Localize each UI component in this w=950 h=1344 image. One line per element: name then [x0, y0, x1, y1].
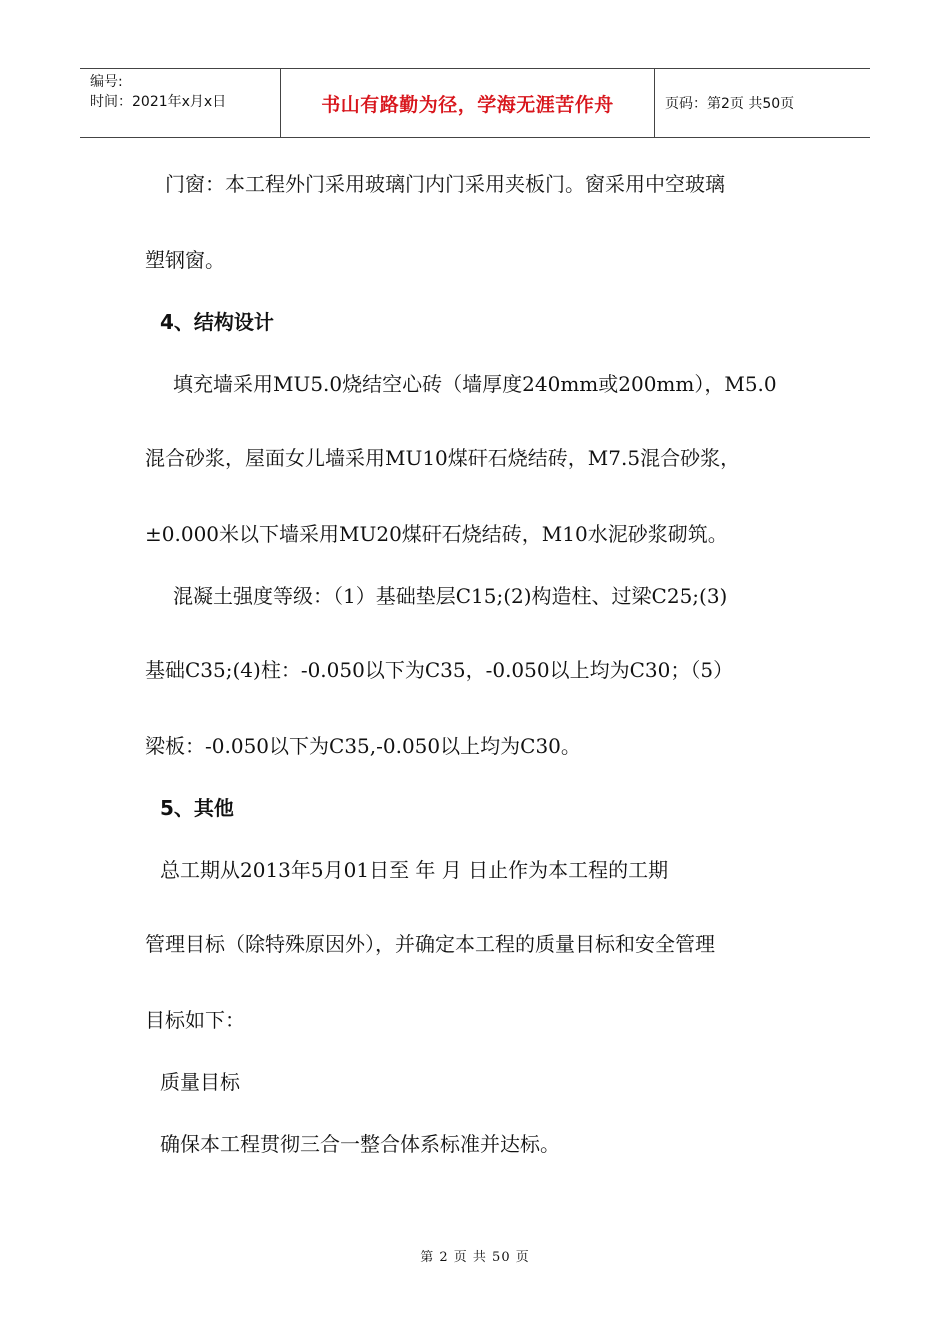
paragraph-line: 管理目标（除特殊原因外），并确定本工程的质量目标和安全管理 — [145, 932, 715, 956]
paragraph-line: 门窗：本工程外门采用玻璃门内门采用夹板门。窗采用中空玻璃 — [165, 172, 725, 196]
paragraph-line: 总工期从2013年5月01日至 年 月 日止作为本工程的工期 — [160, 858, 669, 882]
section-heading-other: 5、其他 — [160, 796, 234, 820]
header-meta — [80, 69, 281, 137]
section-heading-structure: 4、结构设计 — [160, 310, 274, 334]
paragraph-line: 基础C35;(4)柱：-0.050以下为C35，-0.050以上均为C30；（5） — [145, 658, 734, 682]
paragraph-line: 梁板：-0.050以下为C35,-0.050以上均为C30。 — [145, 734, 581, 758]
paragraph-line: 质量目标 — [160, 1070, 240, 1094]
page-header — [80, 68, 870, 138]
paragraph-line: 混合砂浆，屋面女儿墙采用MU10煤矸石烧结砖，M7.5混合砂浆， — [145, 446, 741, 470]
paragraph-line: 塑钢窗。 — [145, 248, 225, 272]
paragraph-line: 混凝土强度等级：（1）基础垫层C15;(2)构造柱、过梁C25;(3) — [173, 584, 728, 608]
page-footer: 第 2 页 共 50 页 — [420, 1250, 530, 1265]
paragraph-line: 目标如下： — [145, 1008, 245, 1032]
header-page-info: 页码：第2页 共50页 — [665, 96, 795, 112]
paragraph-line: 确保本工程贯彻三合一整合体系标准并达标。 — [160, 1132, 560, 1156]
paragraph-line: 填充墙采用MU5.0烧结空心砖（墙厚度240mm或200mm），M5.0 — [173, 372, 777, 396]
paragraph-line: ±0.000米以下墙采用MU20煤矸石烧结砖，M10水泥砂浆砌筑。 — [145, 522, 728, 546]
number-label: 编号: — [90, 74, 123, 90]
header-motto: 书山有路勤为径，学海无涯苦作舟 — [281, 69, 655, 137]
time-label: 时间：2021年x月x日 — [90, 94, 227, 110]
